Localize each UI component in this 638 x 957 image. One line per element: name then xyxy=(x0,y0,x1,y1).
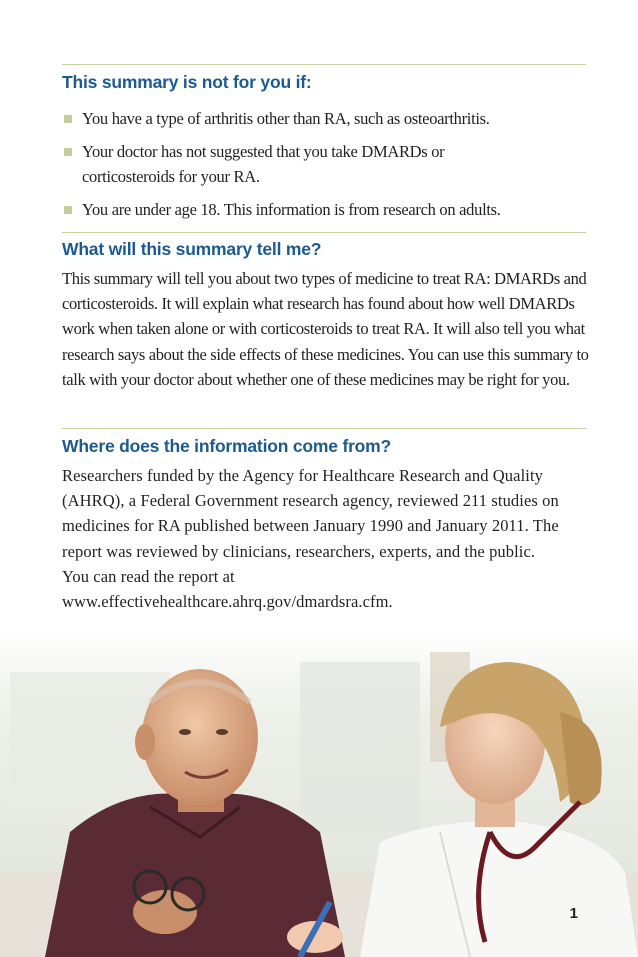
heading-tell-me: What will this summary tell me? xyxy=(62,239,322,259)
heading-source: Where does the information come from? xyxy=(62,436,392,456)
list-item-text: You have a type of arthritis other than RA, such as osteoarthritis. xyxy=(82,109,490,128)
list-item xyxy=(62,139,592,189)
not-for-you-list xyxy=(62,106,592,230)
top-divider xyxy=(62,64,586,65)
list-item xyxy=(62,197,592,222)
bullet-square-icon xyxy=(64,206,72,214)
list-item xyxy=(62,106,592,131)
source-paragraph: Researchers funded by the Agency for Healthcare Research and Quality (AHRQ), a Federal Government research agency, reviewed 211 studies on medicines for RA published between January 1990 and January 2011. The report was reviewed by clinicians, researchers, experts, and the public. You can read the report at www.effectivehealthcare.ahrq.gov/dmardsra.cfm. xyxy=(62,466,559,612)
list-item-text: You are under age 18. This information is from research on adults. xyxy=(82,200,501,219)
heading-not-for-you: This summary is not for you if: xyxy=(62,72,312,92)
divider xyxy=(62,428,586,429)
bullet-square-icon xyxy=(64,148,72,156)
divider xyxy=(62,232,586,233)
tell-me-paragraph: This summary will tell you about two types of medicine to treat RA: DMARDs and corticosteroids. It will explain what research has found about how well DMARDs work when taken alone or with corticosteroids to treat RA. It will also tell you what research says about the side effects of these medicines. You can use this summary to talk with your doctor about whether one of these medicines may be right for you. xyxy=(62,269,589,389)
doctor-patient-photo xyxy=(0,632,638,957)
bullet-square-icon xyxy=(64,115,72,123)
list-item-text: Your doctor has not suggested that you take DMARDs or corticosteroids for your RA. xyxy=(82,142,445,186)
page-number: 1 xyxy=(569,905,578,922)
